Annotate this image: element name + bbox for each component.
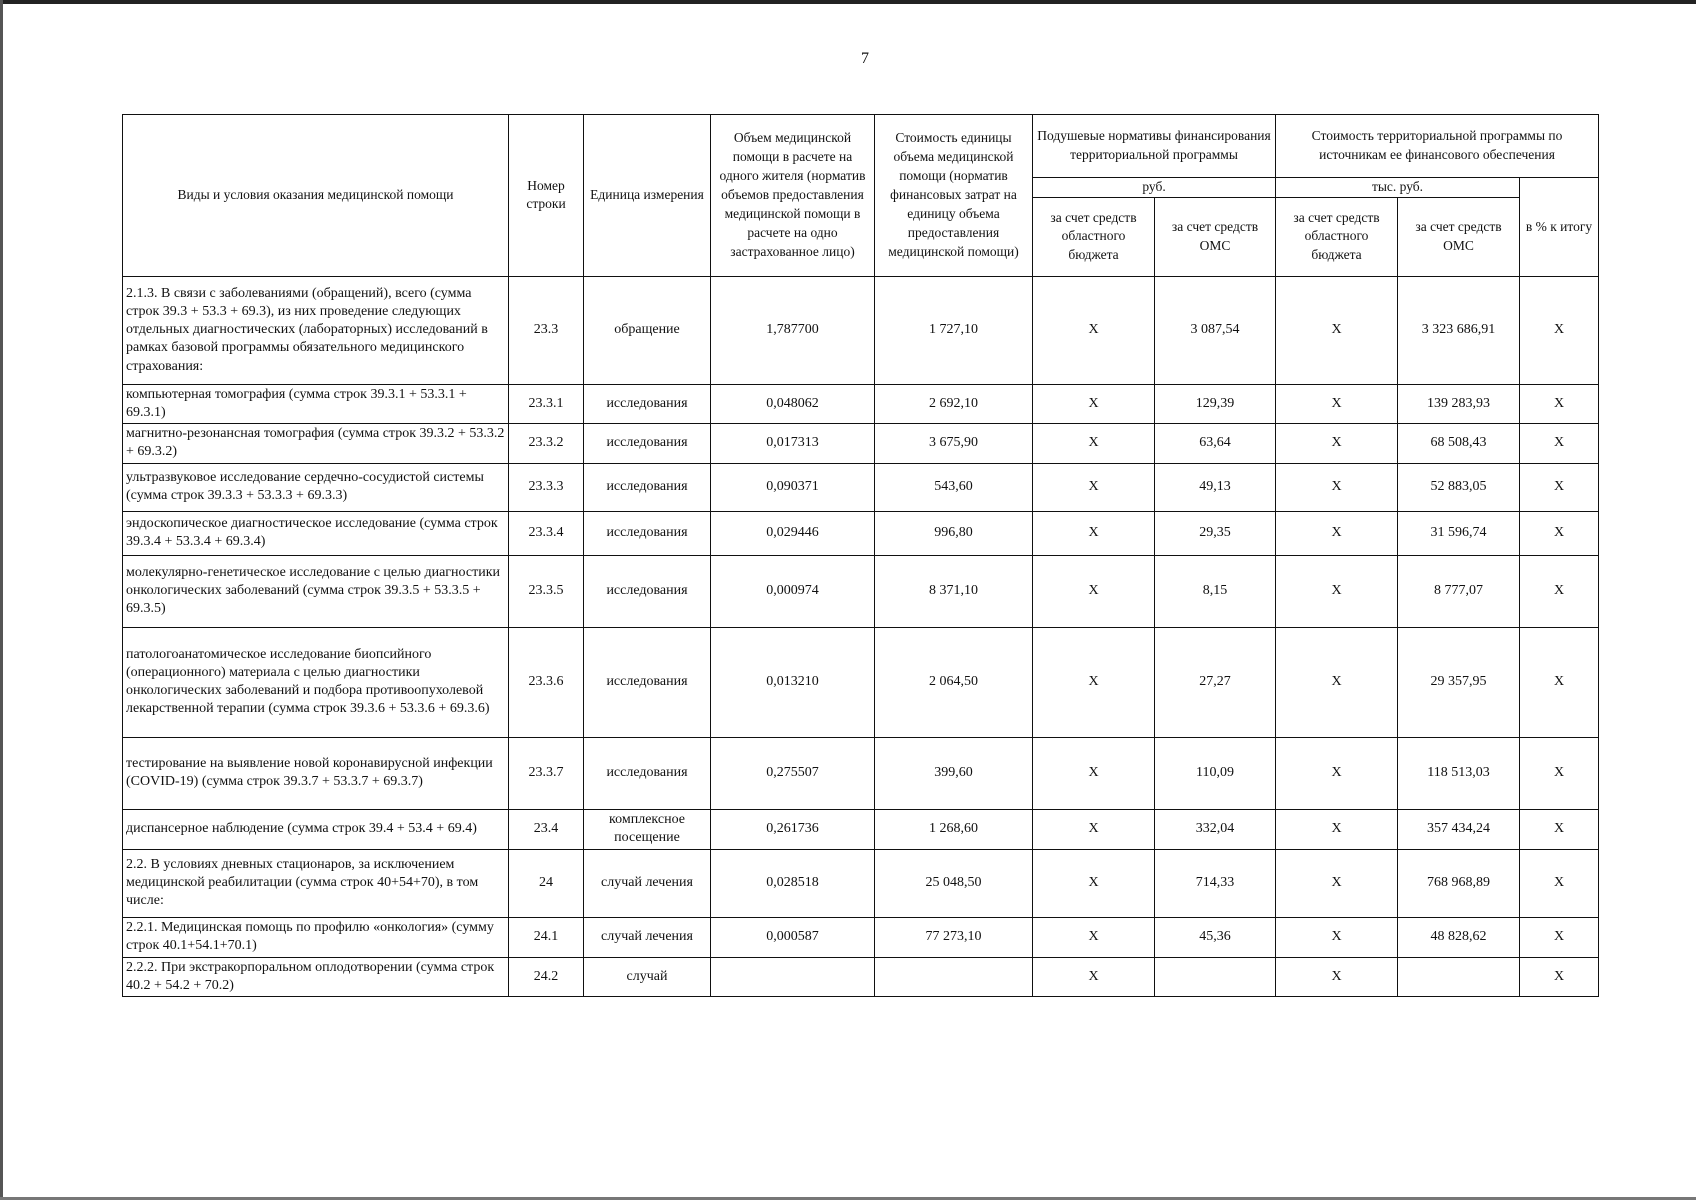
cell-name: тестирование на выявление новой коронавирусной инфекции (COVID-19) (сумма строк 39.3.7 + 53.3.7 + 69.3.7): [123, 737, 509, 809]
cell-volume: 0,000974: [711, 555, 875, 627]
cell-volume: 0,029446: [711, 511, 875, 555]
cell-tp-oms: 139 283,93: [1398, 384, 1520, 423]
cell-tp-oms: [1398, 957, 1520, 996]
header-per-capita-group: Подушевые нормативы финансирования территориальной программы: [1033, 115, 1276, 178]
cell-row-number: 23.3.6: [509, 627, 584, 737]
cell-tp-budget: X: [1276, 511, 1398, 555]
cell-name: 2.2.2. При экстракорпоральном оплодотворении (сумма строк 40.2 + 54.2 + 70.2): [123, 957, 509, 996]
cell-tp-budget: X: [1276, 627, 1398, 737]
header-percent: в % к итогу: [1520, 178, 1599, 277]
cell-pc-oms: 45,36: [1155, 917, 1276, 957]
cell-row-number: 24.1: [509, 917, 584, 957]
cell-name: ультразвуковое исследование сердечно-сосудистой системы (сумма строк 39.3.3 + 53.3.3 + 69.3.3): [123, 463, 509, 511]
cell-pc-budget: X: [1033, 384, 1155, 423]
cell-unit-cost: 3 675,90: [875, 424, 1033, 463]
cell-tp-oms: 118 513,03: [1398, 737, 1520, 809]
header-tp-oms: за счет средств ОМС: [1398, 197, 1520, 276]
cell-unit: исследования: [584, 384, 711, 423]
table-row: [123, 849, 1599, 917]
header-unit-thous-rub: тыс. руб.: [1276, 178, 1520, 198]
table-row: [123, 917, 1599, 957]
cell-tp-oms: 48 828,62: [1398, 917, 1520, 957]
table-row: [123, 463, 1599, 511]
table-header: [123, 115, 1599, 277]
cell-tp-budget: X: [1276, 849, 1398, 917]
cell-row-number: 23.3.3: [509, 463, 584, 511]
cell-unit: обращение: [584, 276, 711, 384]
cell-pc-oms: 8,15: [1155, 555, 1276, 627]
cell-percent: X: [1520, 384, 1599, 423]
cell-unit: исследования: [584, 424, 711, 463]
table-row: [123, 809, 1599, 849]
cell-unit: исследования: [584, 627, 711, 737]
cell-volume: 0,261736: [711, 809, 875, 849]
header-unit-cost: Стоимость единицы объема медицинской помощи (норматив финансовых затрат на единицу объема предоставления медицинской помощи): [875, 115, 1033, 277]
cell-row-number: 23.3.4: [509, 511, 584, 555]
header-program-cost-group: Стоимость территориальной программы по источникам ее финансового обеспечения: [1276, 115, 1599, 178]
cell-pc-oms: [1155, 957, 1276, 996]
cell-tp-budget: X: [1276, 424, 1398, 463]
cell-volume: [711, 957, 875, 996]
cell-name: компьютерная томография (сумма строк 39.3.1 + 53.3.1 + 69.3.1): [123, 384, 509, 423]
header-unit-rub: руб.: [1033, 178, 1276, 198]
cell-pc-oms: 129,39: [1155, 384, 1276, 423]
header-row-number: Номер строки: [509, 115, 584, 277]
cell-percent: X: [1520, 627, 1599, 737]
cell-unit: случай: [584, 957, 711, 996]
cell-pc-budget: X: [1033, 463, 1155, 511]
cell-pc-budget: X: [1033, 957, 1155, 996]
cell-pc-oms: 110,09: [1155, 737, 1276, 809]
cell-row-number: 23.3: [509, 276, 584, 384]
cell-percent: X: [1520, 957, 1599, 996]
table-row: [123, 737, 1599, 809]
page-number: 7: [861, 50, 869, 67]
cell-unit-cost: 543,60: [875, 463, 1033, 511]
cell-unit: исследования: [584, 511, 711, 555]
cell-unit-cost: 1 727,10: [875, 276, 1033, 384]
cell-pc-oms: 3 087,54: [1155, 276, 1276, 384]
cell-name: магнитно-резонансная томография (сумма строк 39.3.2 + 53.3.2 + 69.3.2): [123, 424, 509, 463]
cell-percent: X: [1520, 809, 1599, 849]
cell-percent: X: [1520, 737, 1599, 809]
cell-volume: 0,275507: [711, 737, 875, 809]
cell-volume: 0,028518: [711, 849, 875, 917]
cell-row-number: 23.3.7: [509, 737, 584, 809]
cell-pc-budget: X: [1033, 555, 1155, 627]
cell-pc-budget: X: [1033, 424, 1155, 463]
header-name: Виды и условия оказания медицинской помощи: [123, 115, 509, 277]
table-row: [123, 555, 1599, 627]
cell-tp-budget: X: [1276, 737, 1398, 809]
header-tp-budget: за счет средств областного бюджета: [1276, 197, 1398, 276]
table-row: [123, 424, 1599, 463]
cell-name: патологоанатомическое исследование биопсийного (операционного) материала с целью диагностики онкологических заболеваний и подбора противоопухолевой лекарственной терапии (сумма строк 39.3.6 + 53.3.6 + 69.3.6): [123, 627, 509, 737]
cell-name: 2.2. В условиях дневных стационаров, за исключением медицинской реабилитации (сумма строк 40+54+70), в том числе:: [123, 849, 509, 917]
scan-border-left: [0, 0, 3, 1200]
cell-percent: X: [1520, 555, 1599, 627]
cell-pc-budget: X: [1033, 276, 1155, 384]
cell-pc-oms: 714,33: [1155, 849, 1276, 917]
cell-tp-budget: X: [1276, 555, 1398, 627]
cell-row-number: 23.3.5: [509, 555, 584, 627]
cell-row-number: 24: [509, 849, 584, 917]
cell-unit: случай лечения: [584, 917, 711, 957]
cell-tp-budget: X: [1276, 957, 1398, 996]
cell-unit: комплексное посещение: [584, 809, 711, 849]
cell-volume: 0,048062: [711, 384, 875, 423]
table-row: [123, 627, 1599, 737]
program-cost-table: [122, 114, 1599, 997]
cell-pc-budget: X: [1033, 809, 1155, 849]
cell-pc-budget: X: [1033, 849, 1155, 917]
cell-tp-oms: 3 323 686,91: [1398, 276, 1520, 384]
cell-percent: X: [1520, 424, 1599, 463]
cell-name: молекулярно-генетическое исследование с целью диагностики онкологических заболеваний (сумма строк 39.3.5 + 53.3.5 + 69.3.5): [123, 555, 509, 627]
cell-name: 2.1.3. В связи с заболеваниями (обращений), всего (сумма строк 39.3 + 53.3 + 69.3), из них проведение следующих отдельных диагностических (лабораторных) исследований в рамках базовой программы обязательного медицинского страхования:: [123, 276, 509, 384]
cell-tp-oms: 768 968,89: [1398, 849, 1520, 917]
cell-volume: 0,000587: [711, 917, 875, 957]
cell-pc-budget: X: [1033, 511, 1155, 555]
cell-pc-oms: 29,35: [1155, 511, 1276, 555]
cell-percent: X: [1520, 276, 1599, 384]
cell-unit-cost: 77 273,10: [875, 917, 1033, 957]
cell-pc-oms: 27,27: [1155, 627, 1276, 737]
cell-name: 2.2.1. Медицинская помощь по профилю «онкология» (сумму строк 40.1+54.1+70.1): [123, 917, 509, 957]
cell-unit-cost: [875, 957, 1033, 996]
cell-unit: исследования: [584, 737, 711, 809]
cell-unit-cost: 996,80: [875, 511, 1033, 555]
cell-unit-cost: 2 692,10: [875, 384, 1033, 423]
cell-pc-oms: 332,04: [1155, 809, 1276, 849]
cell-row-number: 23.4: [509, 809, 584, 849]
cell-pc-budget: X: [1033, 627, 1155, 737]
cell-tp-oms: 8 777,07: [1398, 555, 1520, 627]
table-row: [123, 276, 1599, 384]
cell-pc-budget: X: [1033, 737, 1155, 809]
cell-unit: исследования: [584, 463, 711, 511]
cell-percent: X: [1520, 511, 1599, 555]
cell-row-number: 23.3.2: [509, 424, 584, 463]
table-row: [123, 384, 1599, 423]
cell-tp-oms: 68 508,43: [1398, 424, 1520, 463]
cell-tp-budget: X: [1276, 917, 1398, 957]
cell-volume: 0,090371: [711, 463, 875, 511]
cell-pc-budget: X: [1033, 917, 1155, 957]
cell-tp-oms: 52 883,05: [1398, 463, 1520, 511]
cell-unit-cost: 2 064,50: [875, 627, 1033, 737]
table-body: [123, 276, 1599, 996]
cell-pc-oms: 63,64: [1155, 424, 1276, 463]
cell-row-number: 24.2: [509, 957, 584, 996]
cell-unit-cost: 8 371,10: [875, 555, 1033, 627]
cell-unit-cost: 399,60: [875, 737, 1033, 809]
cell-percent: X: [1520, 849, 1599, 917]
cell-unit: случай лечения: [584, 849, 711, 917]
cell-tp-oms: 31 596,74: [1398, 511, 1520, 555]
cell-volume: 0,013210: [711, 627, 875, 737]
cell-tp-budget: X: [1276, 463, 1398, 511]
cell-unit: исследования: [584, 555, 711, 627]
cell-volume: 1,787700: [711, 276, 875, 384]
table-row: [123, 957, 1599, 996]
cell-row-number: 23.3.1: [509, 384, 584, 423]
cell-tp-budget: X: [1276, 384, 1398, 423]
cell-percent: X: [1520, 463, 1599, 511]
cell-unit-cost: 1 268,60: [875, 809, 1033, 849]
header-pc-oms: за счет средств ОМС: [1155, 197, 1276, 276]
cell-tp-budget: X: [1276, 809, 1398, 849]
cell-tp-budget: X: [1276, 276, 1398, 384]
cell-name: эндоскопическое диагностическое исследование (сумма строк 39.3.4 + 53.3.4 + 69.3.4): [123, 511, 509, 555]
cell-volume: 0,017313: [711, 424, 875, 463]
cell-tp-oms: 357 434,24: [1398, 809, 1520, 849]
header-pc-budget: за счет средств областного бюджета: [1033, 197, 1155, 276]
table-row: [123, 511, 1599, 555]
cell-unit-cost: 25 048,50: [875, 849, 1033, 917]
cell-name: диспансерное наблюдение (сумма строк 39.4 + 53.4 + 69.4): [123, 809, 509, 849]
cell-tp-oms: 29 357,95: [1398, 627, 1520, 737]
header-volume: Объем медицинской помощи в расчете на одного жителя (норматив объемов предоставления медицинской помощи в расчете на одно застрахованное лицо): [711, 115, 875, 277]
cell-pc-oms: 49,13: [1155, 463, 1276, 511]
header-unit: Единица измерения: [584, 115, 711, 277]
cell-percent: X: [1520, 917, 1599, 957]
scan-border-top: [0, 0, 1696, 4]
